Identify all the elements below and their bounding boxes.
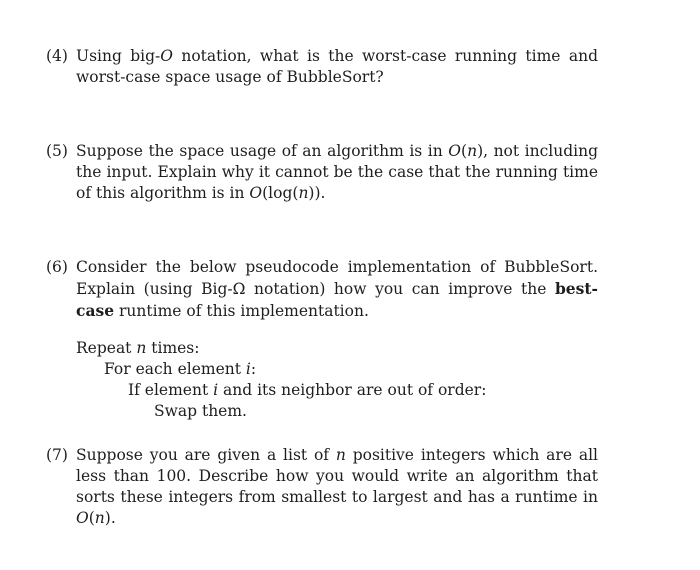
text-run: Using big-	[76, 47, 161, 65]
pseudocode-line	[76, 380, 598, 401]
text-run: Suppose the space usage of an algorithm is in	[76, 142, 449, 160]
text-run: Repeat	[76, 339, 137, 357]
pseudocode-line	[76, 338, 598, 359]
bold-term: best-case	[76, 279, 598, 320]
text-run: If element	[128, 381, 214, 399]
text-run: (	[461, 142, 468, 160]
text-run: Consider the below pseudocode implementation of BubbleSort. Explain (using Big-Ω notation) how you can improve the	[76, 258, 598, 298]
math-symbol: i	[245, 360, 251, 378]
text-run: positive integers which are all less than 100. Describe how you would write an algorithm that sorts these integers from smallest to largest and has a runtime in	[76, 446, 598, 506]
problem-5	[46, 141, 598, 204]
problem-text	[76, 46, 598, 88]
math-symbol: n	[298, 184, 309, 202]
text-run: notation, what is the worst-case running time and worst-case space usage of BubbleSort?	[76, 47, 598, 86]
text-run: ).	[104, 509, 116, 527]
problem-4	[46, 46, 598, 88]
text-run: (	[88, 509, 95, 527]
problem-number: (5)	[46, 142, 68, 160]
problem-number: (6)	[46, 258, 68, 276]
text-run: runtime of this implementation.	[114, 302, 369, 320]
math-symbol: n	[94, 509, 105, 527]
text-run: times:	[146, 339, 200, 357]
problem-number: (7)	[46, 446, 68, 464]
math-symbol: O	[160, 47, 173, 65]
problem-number: (4)	[46, 47, 68, 65]
math-symbol: n	[467, 142, 478, 160]
text-run: )).	[308, 184, 326, 202]
math-symbol: O	[448, 142, 462, 160]
text-run: For each element	[104, 360, 246, 378]
text-run: and its neighbor are out of order:	[218, 381, 487, 399]
math-symbol: n	[335, 446, 346, 464]
text-run: :	[250, 360, 257, 378]
math-symbol: O	[249, 184, 263, 202]
text-run: ), not including the input. Explain why it cannot be the case that the running time of this algorithm is in	[76, 142, 599, 202]
text-run: (log(	[262, 184, 299, 202]
problem-text	[76, 257, 598, 322]
problem-text	[76, 141, 598, 204]
text-run: Swap them.	[154, 402, 247, 420]
problem-text	[76, 445, 598, 529]
pseudocode-block	[76, 338, 598, 422]
math-symbol: O	[76, 509, 89, 527]
problem-6	[46, 257, 598, 422]
math-symbol: n	[136, 339, 147, 357]
problem-7	[46, 445, 598, 529]
text-run: Suppose you are given a list of	[76, 446, 336, 464]
pseudocode-line	[76, 401, 598, 422]
pseudocode-line	[76, 359, 598, 380]
math-symbol: i	[213, 381, 219, 399]
